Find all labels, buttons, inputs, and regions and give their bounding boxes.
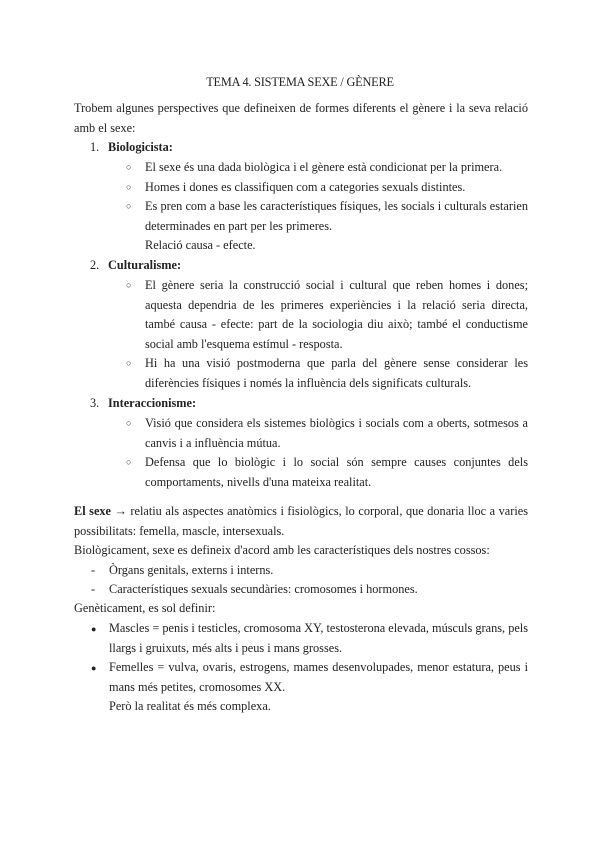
circle-bullet-icon: ○	[126, 358, 132, 368]
list-item: Característiques sexuals secundàries: cromosomes i hormones.	[109, 582, 418, 596]
list-item: El gènere seria la construcció social i cultural que reben homes i dones; aquesta dependria de les primeres experiències i la relació seria directa, també causa - efecte: part de la sociologia diu això; també el conductisme social amb l'esquema estímul - resposta.	[145, 278, 528, 351]
section-heading-biologicista	[90, 138, 173, 158]
arrow-icon: →	[114, 504, 127, 518]
list-item: Hi ha una visió postmoderna que parla del gènere sense considerar les diferències físiques i només la influència dels significats culturals.	[145, 356, 528, 390]
sexe-definition-text: relatiu als aspectes anatòmics i fisiològics, lo corporal, que donaria lloc a varies possibilitats: femella, mascle, intersexuals.	[74, 504, 529, 538]
dash-bullet-icon: -	[91, 563, 96, 577]
circle-bullet-icon: ○	[126, 162, 132, 172]
circle-bullet-icon: ○	[126, 418, 132, 428]
page-title: TEMA 4. SISTEMA SEXE / GÈNERE	[206, 75, 394, 89]
intro-paragraph: Trobem algunes perspectives que defineixen de formes diferents el gènere i la seva relació amb el sexe:	[74, 101, 528, 135]
circle-bullet-icon: ○	[126, 280, 132, 290]
bio-intro: Biològicament, sexe es defineix d'acord amb les característiques dels nostres cossos:	[74, 543, 490, 557]
section-title: Culturalisme:	[108, 258, 182, 272]
section-title: Interaccionisme:	[108, 396, 197, 410]
list-item: Mascles = penis i testicles, cromosoma XY, testosterona elevada, músculs grans, pels llargs i gruixuts, més alts i peus i mans grosses.	[109, 621, 528, 655]
list-item: Defensa que lo biològic i lo social són sempre causes conjuntes dels comportaments, nivells d'una mateixa realitat.	[145, 455, 528, 489]
section-heading-interaccionisme	[90, 394, 196, 414]
list-item: Femelles = vulva, ovaris, estrogens, mames desenvolupades, menor estatura, peus i mans més petites, cromosomes XX.	[109, 660, 528, 694]
section-heading-culturalisme	[90, 256, 181, 276]
sexe-term: El sexe	[74, 504, 112, 518]
disc-bullet-icon: ●	[91, 624, 97, 634]
gen-intro: Genèticament, es sol definir:	[74, 601, 216, 615]
list-item: Homes i dones es classifiquen com a categories sexuals distintes.	[145, 180, 466, 194]
list-item: Es pren com a base les característiques físiques, les socials i culturals estarien determinades en part per les primeres.	[145, 199, 528, 233]
disc-bullet-icon: ●	[91, 663, 97, 673]
section-number: 2.	[90, 258, 100, 272]
section-number: 3.	[90, 396, 100, 410]
sexe-definition	[74, 502, 528, 541]
section-title: Biologicista:	[108, 140, 173, 154]
circle-bullet-icon: ○	[126, 182, 132, 192]
section-number: 1.	[90, 140, 100, 154]
circle-bullet-icon: ○	[126, 201, 132, 211]
list-item: Òrgans genitals, externs i interns.	[109, 563, 274, 577]
list-item: Visió que considera els sistemes biològics i socials com a oberts, sotmesos a canvis i a influència mútua.	[145, 416, 528, 450]
dash-bullet-icon: -	[91, 582, 96, 596]
list-item: El sexe és una dada biològica i el gènere està condicionat per la primera.	[145, 160, 503, 174]
list-note: Relació causa - efecte.	[145, 238, 256, 252]
circle-bullet-icon: ○	[126, 457, 132, 467]
closing-note: Però la realitat és més complexa.	[109, 699, 271, 713]
